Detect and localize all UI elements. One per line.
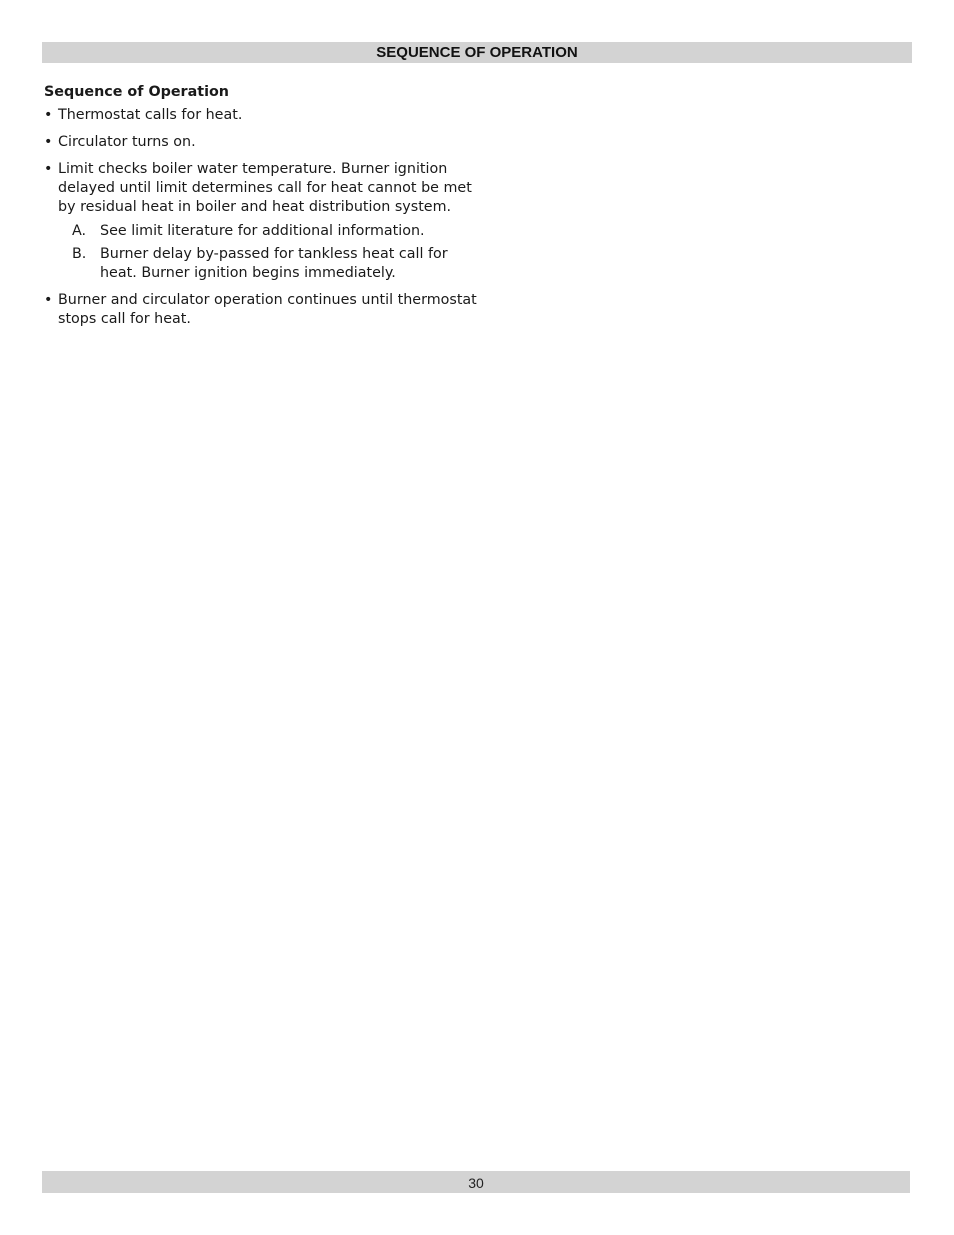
bullet-marker: • bbox=[44, 292, 53, 308]
list-item-text: Thermostat calls for heat. bbox=[58, 107, 243, 123]
list-item bbox=[44, 133, 484, 152]
sub-list-item bbox=[58, 222, 484, 241]
sub-list-item bbox=[58, 245, 484, 283]
sub-steps-list bbox=[58, 222, 484, 283]
list-item bbox=[44, 291, 484, 329]
sub-list-item-text: See limit literature for additional information. bbox=[100, 223, 425, 239]
sub-list-marker: A. bbox=[72, 223, 87, 239]
list-item-text: Circulator turns on. bbox=[58, 134, 196, 150]
main-content bbox=[44, 83, 484, 337]
sub-list-marker: B. bbox=[72, 246, 87, 262]
bullet-marker: • bbox=[44, 134, 53, 150]
section-heading: Sequence of Operation bbox=[44, 84, 229, 100]
bullet-marker: • bbox=[44, 161, 53, 177]
list-item bbox=[44, 106, 484, 125]
section-header-title: SEQUENCE OF OPERATION bbox=[376, 44, 578, 61]
list-item-text: Limit checks boiler water temperature. Burner ignition delayed until limit determines call for heat cannot be met by residual heat in boiler and heat distribution system. bbox=[58, 161, 472, 215]
page-number: 30 bbox=[468, 1175, 484, 1191]
bullet-marker: • bbox=[44, 107, 53, 123]
list-item-text: Burner and circulator operation continues until thermostat stops call for heat. bbox=[58, 292, 477, 327]
list-item bbox=[44, 160, 484, 283]
page-footer-bar bbox=[42, 1171, 910, 1193]
operation-steps-list bbox=[44, 106, 484, 329]
section-header-bar bbox=[42, 42, 912, 63]
sub-list-item-text: Burner delay by-passed for tankless heat call for heat. Burner ignition begins immediately. bbox=[100, 246, 448, 281]
